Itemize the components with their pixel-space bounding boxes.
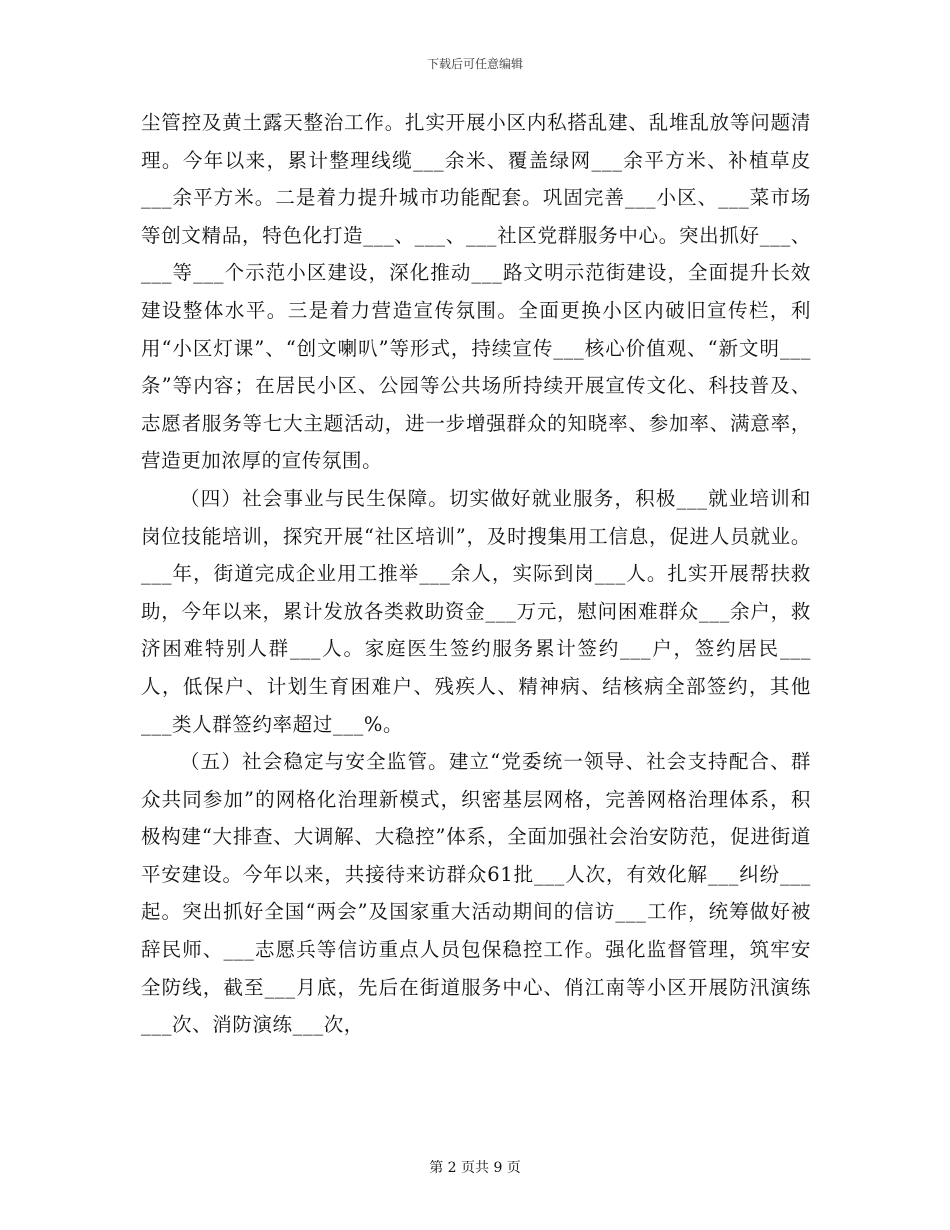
paragraph-social-stability: （五）社会稳定与安全监管。建立“党委统一领导、社会支持配合、群众共同参加”的网格化治理新模式，织密基层网格，完善网格治理体系，积极构建“大排查、大调解、大稳控”体系，全面加强社会治安防范，促进街道平安建设。今年以来，共接待来访群众61批___人次，有效化解___纠纷___起。突出抓好全国“两会”及国家重大活动期间的信访___工作，统筹做好被辞民师、___志愿兵等信访重点人员包保稳控工作。强化监督管理，筑牢安全防线，截至___月底，先后在街道服务中心、俏江南等小区开展防汛演练___次、消防演练___次， xyxy=(141,750,811,1037)
paragraph-continuation: 尘管控及黄土露天整治工作。扎实开展小区内私搭乱建、乱堆乱放等问题清理。今年以来，累计整理线缆___余米、覆盖绿网___余平方米、补植草皮___余平方米。二是着力提升城市功能配套。巩固完善___小区、___菜市场等创文精品，特色化打造___、___、___社区党群服务中心。突出抓好___、___等___个示范小区建设，深化推动___路文明示范街建设，全面提升长效建设整体水平。三是着力营造宣传氛围。全面更换小区内破旧宣传栏，利用“小区灯课”、“创文喇叭”等形式，持续宣传___核心价值观、“新文明___条”等内容；在居民小区、公园等公共场所持续开展宣传文化、科技普及、志愿者服务等七大主题活动，进一步增强群众的知晓率、参加率、满意率，营造更加浓厚的宣传氛围。 xyxy=(141,111,811,473)
page-footer: 第 2 页共 9 页 xyxy=(429,1160,521,1176)
paragraph-social-welfare: （四）社会事业与民生保障。切实做好就业服务，积极___就业培训和岗位技能培训，探究开展“社区培训”，及时搜集用工信息，促进人员就业。___年，街道完成企业用工推举___余人，实际到岗___人。扎实开展帮扶救助，今年以来，累计发放各类救助资金___万元，慰问困难群众___余户，救济困难特别人群___人。家庭医生签约服务累计签约___户，签约居民___人，低保户、计划生育困难户、残疾人、精神病、结核病全部签约，其他___类人群签约率超过___%。 xyxy=(141,486,811,736)
page-header: 下载后可任意编辑 xyxy=(426,57,523,71)
document-body xyxy=(141,104,811,1044)
